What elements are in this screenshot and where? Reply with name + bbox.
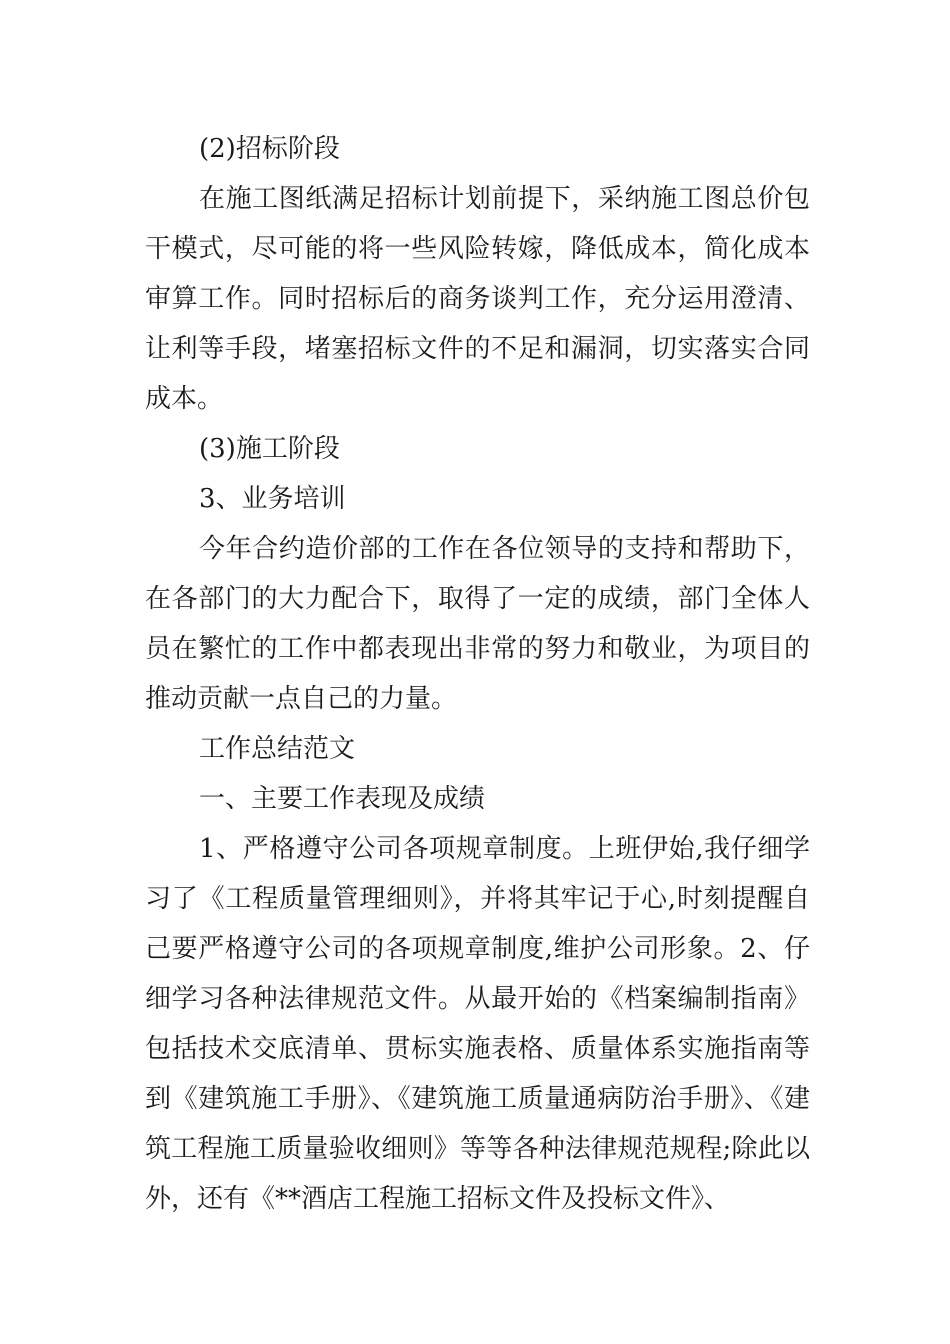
paragraph-department-summary: 今年合约造价部的工作在各位领导的支持和帮助下，在各部门的大力配合下，取得了一定的成绩，部门全体人员在繁忙的工作中都表现出非常的努力和敬业，为项目的推动贡献一点自己的力量。 bbox=[145, 534, 810, 714]
paragraph-regulations-study: 1、严格遵守公司各项规章制度。上班伊始,我仔细学习了《工程质量管理细则》，并将其牢记于心,时刻提醒自己要严格遵守公司的各项规章制度,维护公司形象。2、仔细学习各种法律规范文件。从最开始的《档案编制指南》包括技术交底清单、贯标实施表格、质量体系实施指南等到《建筑施工手册》、《建筑施工质量通病防治手册》、《建筑工程施工质量验收细则》等等各种法律规范规程;除此以外，还有《**酒店工程施工招标文件及投标文件》、 bbox=[145, 834, 810, 1214]
paragraph-bidding-details: 在施工图纸满足招标计划前提下，采纳施工图总价包干模式，尽可能的将一些风险转嫁，降低成本，简化成本审算工作。同时招标后的商务谈判工作，充分运用澄清、让利等手段，堵塞招标文件的不足和漏洞，切实落实合同成本。 bbox=[145, 184, 810, 414]
heading-work-summary-sample: 工作总结范文 bbox=[199, 734, 356, 764]
heading-construction-stage: (3)施工阶段 bbox=[199, 434, 340, 464]
heading-main-performance: 一、主要工作表现及成绩 bbox=[199, 784, 486, 814]
heading-bidding-stage: (2)招标阶段 bbox=[199, 134, 340, 164]
document-body bbox=[145, 124, 810, 1224]
heading-business-training: 3、业务培训 bbox=[199, 484, 346, 514]
